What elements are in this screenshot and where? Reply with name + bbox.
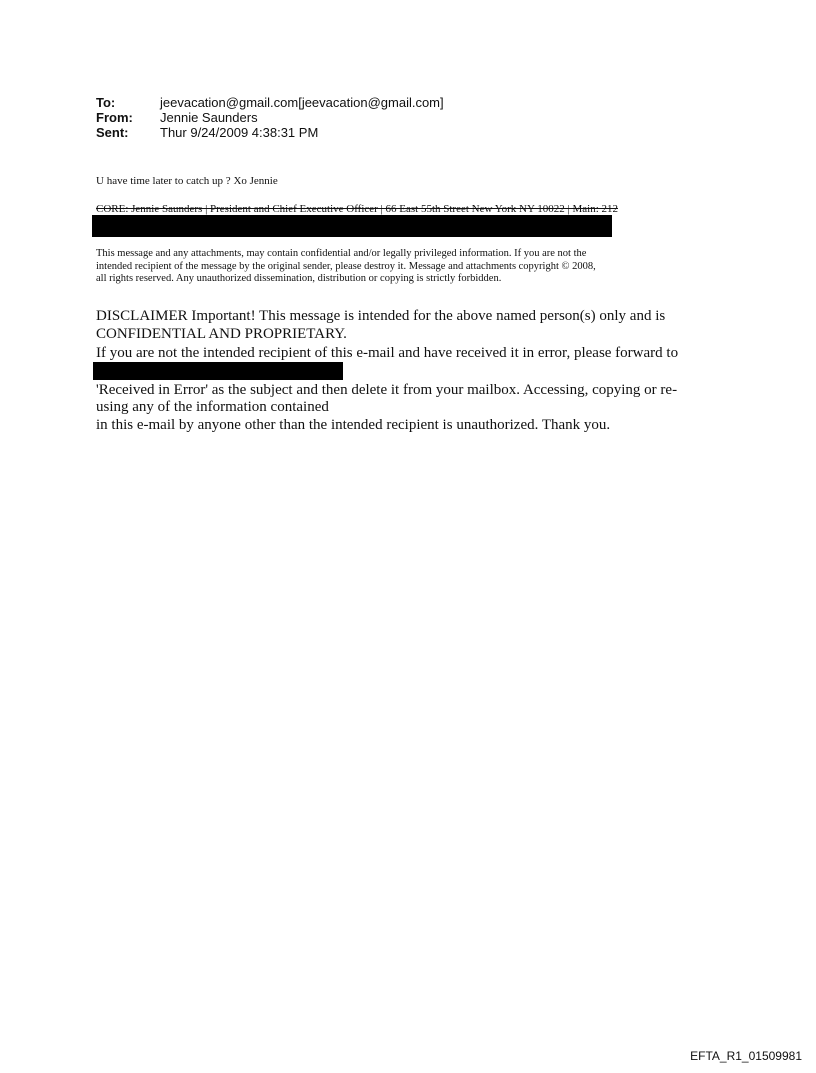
redaction-bar bbox=[93, 362, 343, 380]
disclaimer-line: DISCLAIMER Important! This message is intended for the above named person(s) only and is bbox=[96, 308, 666, 324]
from-label: From: bbox=[96, 110, 133, 125]
message-body: U have time later to catch up ? Xo Jennie bbox=[96, 175, 278, 187]
from-row bbox=[96, 110, 444, 125]
sent-label: Sent: bbox=[96, 125, 129, 140]
notice-line: all rights reserved. Any unauthorized dissemination, distribution or copying is strictly forbidden. bbox=[96, 273, 502, 284]
notice-line: This message and any attachments, may contain confidential and/or legally privileged information. If you are not the bbox=[96, 248, 587, 259]
disclaimer-line: in this e-mail by anyone other than the intended recipient is unauthorized. Thank you. bbox=[96, 417, 611, 433]
disclaimer-line: using any of the information contained bbox=[96, 399, 329, 415]
to-value: jeevacation@gmail.com[jeevacation@gmail.com] bbox=[160, 95, 444, 110]
disclaimer-line: 'Received in Error' as the subject and then delete it from your mailbox. Accessing, copying or re- bbox=[96, 382, 678, 398]
signature-block bbox=[96, 203, 716, 237]
redaction-bar bbox=[92, 215, 612, 237]
confidentiality-notice bbox=[96, 248, 716, 286]
email-header bbox=[96, 95, 444, 140]
to-label: To: bbox=[96, 95, 116, 110]
from-value: Jennie Saunders bbox=[160, 110, 258, 125]
disclaimer-line: CONFIDENTIAL AND PROPRIETARY. bbox=[96, 326, 347, 342]
sent-value: Thur 9/24/2009 4:38:31 PM bbox=[160, 125, 319, 140]
notice-line: intended recipient of the message by the original sender, please destroy it. Message and attachments copyright © 2008, bbox=[96, 260, 596, 272]
sent-row bbox=[96, 125, 444, 140]
disclaimer-line: If you are not the intended recipient of this e-mail and have received it in error, please forward to bbox=[96, 345, 679, 361]
signature-line: CORE: Jennie Saunders | President and Chief Executive Officer | 66 East 55th Street New York NY 10022 | Main: 212 bbox=[96, 203, 618, 215]
document-id: EFTA_R1_01509981 bbox=[690, 1049, 802, 1063]
to-row bbox=[96, 95, 444, 110]
